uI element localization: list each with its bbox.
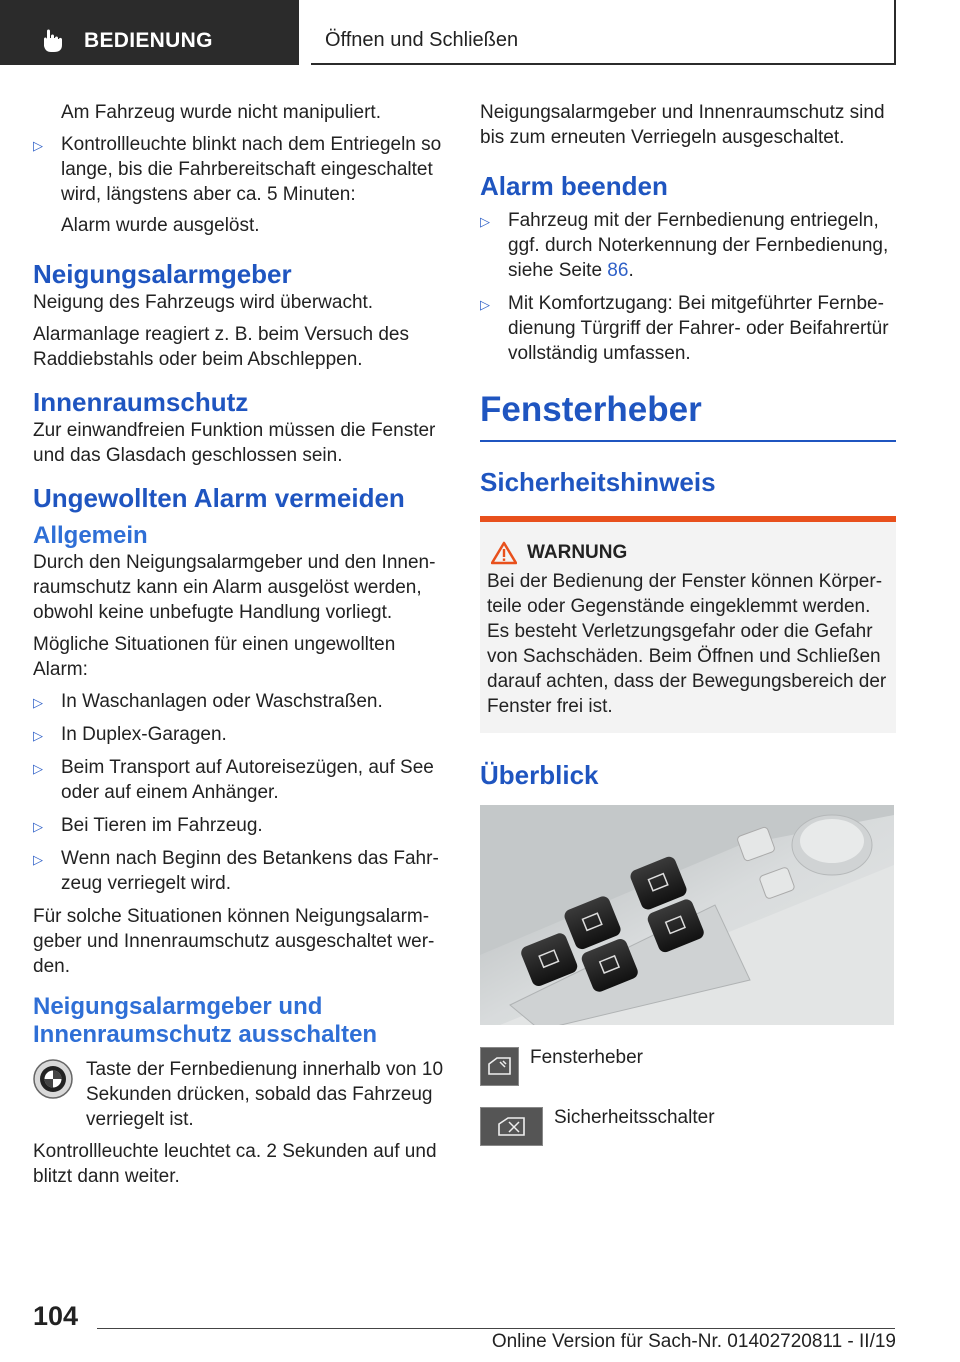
bmw-logo-button-icon bbox=[33, 1059, 73, 1099]
paragraph: Durch den Neigungsalarmgeber und den Innenraumschutz kann ein Alarm ausgelöst werden, obwohl keine unbefugte Handlung vorliegt. bbox=[33, 552, 436, 623]
triangle-bullet-icon: ▷ bbox=[33, 819, 43, 834]
heading-ueberblick: Überblick bbox=[480, 760, 599, 790]
page-number: 104 bbox=[33, 1301, 79, 1331]
heading-innenraumschutz: Innenraumschutz bbox=[33, 387, 249, 417]
alarm-list bbox=[480, 208, 896, 366]
paragraph: Neigung des Fahrzeugs wird überwacht. bbox=[33, 292, 374, 313]
heading-rule bbox=[480, 440, 896, 442]
list-item: ▷ Mit Komfortzugang: Bei mitgeführter Fernbedienung Türgriff der Fahrer- oder Beifahrertür vollständig umfassen. bbox=[480, 293, 889, 364]
header-section-title: BEDIENUNG bbox=[84, 29, 213, 52]
page-reference-link[interactable]: 86 bbox=[607, 260, 629, 281]
triangle-bullet-icon: ▷ bbox=[33, 761, 43, 776]
list-item: ▷ Bei Tieren im Fahrzeug. bbox=[33, 813, 449, 838]
left-column bbox=[33, 100, 449, 1196]
heading-neigungsalarmgeber: Neigungsalarmgeber bbox=[33, 259, 292, 289]
heading-alarm-beenden: Alarm beenden bbox=[480, 171, 668, 201]
legend-item bbox=[480, 1047, 896, 1103]
paragraph: Für solche Situationen können Neigungsalarmgeber und Innenraumschutz ausgeschaltet werden. bbox=[33, 906, 435, 977]
warning-title: WARNUNG bbox=[487, 540, 889, 565]
paragraph: Alarmanlage reagiert z. B. beim Versuch des Raddiebstahls oder beim Abschleppen. bbox=[33, 324, 409, 370]
list-item: ▷ In Waschanlagen oder Waschstraßen. bbox=[33, 689, 449, 714]
warning-text: Bei der Bedienung der Fenster können Körperteile oder Gegenstände eingeklemmt werden. Es besteht Verletzungsgefahr oder die Gefahr von Sachschäden. Beim Öffnen und Schließen darauf achten, dass der Bewegungsbereich der Fenster frei ist. bbox=[487, 571, 887, 717]
heading-ausschalten: Neigungsalarmgeber und Innenraumschutz ausschalten bbox=[33, 993, 378, 1048]
hand-icon bbox=[38, 26, 66, 54]
right-column bbox=[480, 100, 896, 1167]
list-item: ▷ Fahrzeug mit der Fernbedienung entriegeln, ggf. durch Noterkennung der Fernbedienung, siehe Seite 86. bbox=[480, 210, 889, 281]
paragraph: Kontrollleuchte leuchtet ca. 2 Sekunden auf und blitzt dann weiter. bbox=[33, 1141, 437, 1187]
paragraph: Neigungsalarmgeber und Innenraumschutz sind bis zum erneuten Verriegeln ausgeschaltet. bbox=[480, 102, 885, 148]
legend-label: Sicherheitsschalter bbox=[554, 1107, 715, 1128]
paragraph: Mögliche Situationen für einen ungewollten Alarm: bbox=[33, 634, 396, 680]
legend-label: Fensterheber bbox=[530, 1047, 644, 1068]
list-item-subtext: Alarm wurde ausgelöst. bbox=[61, 215, 260, 236]
list-item: ▷ Wenn nach Beginn des Betankens das Fahrzeug verriegelt wird. bbox=[33, 848, 439, 894]
heading-fensterheber: Fensterheber bbox=[480, 390, 702, 429]
legend-item bbox=[480, 1107, 896, 1163]
triangle-bullet-icon: ▷ bbox=[33, 138, 43, 153]
heading-allgemein: Allgemein bbox=[33, 522, 148, 549]
list-item: ▷ In Duplex-Garagen. bbox=[33, 722, 449, 747]
footer-rule bbox=[97, 1328, 895, 1329]
header-chapter-box bbox=[311, 0, 896, 65]
header-chapter-title: Öffnen und Schließen bbox=[325, 29, 519, 51]
intro-list bbox=[33, 132, 449, 238]
warning-box bbox=[480, 516, 896, 733]
paragraph: Zur einwandfreien Funktion müssen die Fenster und das Glasdach geschlossen sein. bbox=[33, 420, 436, 466]
triangle-bullet-icon: ▷ bbox=[480, 214, 490, 229]
list-item bbox=[33, 132, 449, 238]
triangle-bullet-icon: ▷ bbox=[33, 852, 43, 867]
paragraph: Taste der Fernbedienung innerhalb von 10 Sekunden drücken, sobald das Fahrzeug verriegelt ist. bbox=[86, 1059, 444, 1130]
intro-continuation: Am Fahrzeug wurde nicht manipuliert. bbox=[61, 102, 381, 123]
window-switch-panel-photo bbox=[480, 805, 894, 1025]
safety-switch-icon bbox=[480, 1107, 543, 1146]
heading-sicherheitshinweis: Sicherheitshinweis bbox=[480, 467, 716, 497]
situations-list bbox=[33, 689, 449, 896]
footer-online-version: Online Version für Sach-Nr. 01402720811 - II/19 bbox=[491, 1331, 896, 1352]
header-section-tab bbox=[0, 0, 299, 65]
triangle-bullet-icon: ▷ bbox=[480, 297, 490, 312]
window-switch-icon bbox=[480, 1047, 519, 1086]
list-item-text: Kontrollleuchte blinkt nach dem Entriegeln so lange, bis die Fahrbereitschaft eingeschaltet wird, längstens aber ca. 5 Minuten: bbox=[61, 134, 442, 205]
triangle-bullet-icon: ▷ bbox=[33, 695, 43, 710]
remote-button-instruction bbox=[33, 1057, 449, 1132]
heading-ungewollten-alarm: Ungewollten Alarm vermeiden bbox=[33, 483, 405, 513]
list-item: ▷ Beim Transport auf Autoreisezügen, auf See oder auf einem Anhänger. bbox=[33, 757, 434, 803]
triangle-bullet-icon: ▷ bbox=[33, 728, 43, 743]
warning-triangle-icon bbox=[491, 541, 517, 565]
